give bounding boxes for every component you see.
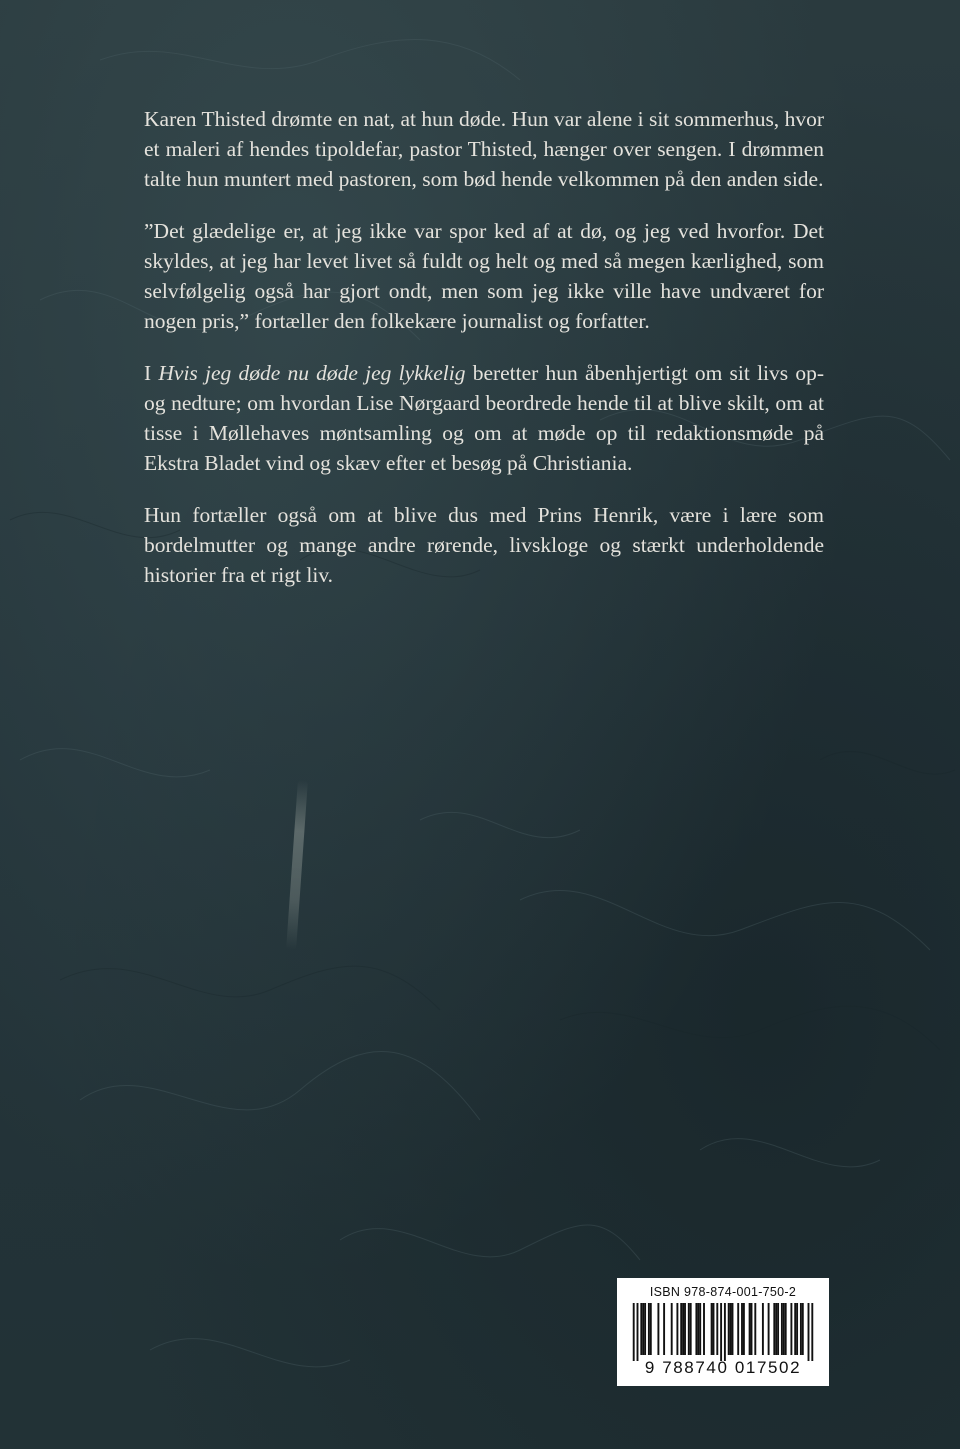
paragraph-3-rest: beretter hun åbenhjertigt om sit livs op- og nedture; om hvordan Lise Nørgaard beordrede hende til at blive skilt, om at tisse i Møllehaves møntsamling og om at møde op til redaktionsmøde på Ekstra Bladet vind og skæv efter et besøg på Christiania.: [144, 361, 825, 475]
barcode-bar: [720, 1303, 722, 1361]
barcode-bar: [794, 1303, 796, 1355]
barcode-bar: [730, 1303, 732, 1355]
blurb-paragraph-2: ”Det glædelige er, at jeg ikke var spor ked af at dø, og jeg ved hvorfor. Det skyldes, at jeg har levet livet så fuldt og helt og med så megen kærlighed, som selvfølgelig også har gjort ondt, men som jeg ikke ville have undværet for nogen pris,” fortæller den folkekære journalist og forfatter.: [144, 219, 824, 333]
barcode-bar: [682, 1303, 684, 1355]
barcode-bar: [741, 1303, 743, 1355]
barcode-bar: [724, 1303, 726, 1361]
barcode-bar: [684, 1303, 686, 1355]
barcode-bar: [768, 1303, 770, 1355]
barcode-bar: [754, 1303, 756, 1355]
barcode-bar: [711, 1303, 713, 1355]
paragraph-3-lead: I: [144, 361, 159, 385]
barcode-bar: [808, 1303, 810, 1361]
barcode-bar: [783, 1303, 785, 1355]
barcode-bar: [773, 1303, 775, 1355]
barcode-bar: [650, 1303, 652, 1355]
barcode-bar: [728, 1303, 730, 1355]
isbn-text: ISBN 978-874-001-750-2: [649, 1285, 797, 1299]
barcode-bar: [800, 1303, 802, 1355]
barcode-bar: [781, 1303, 783, 1355]
barcode-bar: [802, 1303, 804, 1355]
blurb-paragraph-1: Karen Thisted drømte en nat, at hun døde. Hun var alene i sit sommerhus, hvor et maleri af hendes tipoldefar, pastor Thisted, hænger over sengen. I drømmen talte hun muntert med pastoren, som bød hende velkommen på den anden side.: [144, 107, 824, 191]
barcode-bar: [695, 1303, 697, 1355]
blurb-paragraph-4: Hun fortæller også om at blive dus med Prins Henrik, være i lære som bordelmutter og mange andre rørende, livskloge og stærkt underholdende historier fra et rigt liv.: [144, 503, 824, 587]
barcode-bar: [642, 1303, 644, 1355]
barcode-bar: [775, 1303, 777, 1355]
barcode-bar: [796, 1303, 798, 1355]
barcode-bar: [671, 1303, 673, 1355]
barcode-bar: [743, 1303, 745, 1355]
barcode-bar: [762, 1303, 764, 1355]
barcode-bar: [732, 1303, 734, 1355]
barcode-bar: [688, 1303, 690, 1355]
barcode-bar: [637, 1303, 639, 1361]
barcode-bar: [648, 1303, 650, 1355]
barcode-bar: [680, 1303, 682, 1355]
blurb-text: [144, 104, 824, 612]
ean-digits: 9 788740 017502: [644, 1358, 802, 1377]
barcode-bar: [644, 1303, 646, 1355]
barcode-bar: [790, 1303, 792, 1355]
barcode-bar: [713, 1303, 715, 1355]
barcode-bar: [690, 1303, 692, 1355]
blurb-paragraph-3: [144, 358, 824, 478]
ean-barcode: [628, 1303, 818, 1361]
barcode-bar: [699, 1303, 701, 1355]
barcode-bar: [703, 1303, 705, 1355]
book-title-italic: Hvis jeg døde nu døde jeg lykkelig: [158, 361, 466, 385]
barcode-bar: [633, 1303, 635, 1361]
barcode-bar: [663, 1303, 665, 1355]
barcode-bar: [697, 1303, 699, 1355]
barcode-bar: [751, 1303, 753, 1355]
barcode-bar: [777, 1303, 779, 1355]
barcode-bar: [640, 1303, 642, 1355]
barcode-bar: [657, 1303, 659, 1355]
barcode-bar: [749, 1303, 751, 1355]
barcode-label: [617, 1278, 829, 1386]
barcode-bar: [676, 1303, 678, 1355]
barcode-bar: [716, 1303, 718, 1355]
barcode-bar: [811, 1303, 813, 1361]
barcode-bar: [785, 1303, 787, 1355]
barcode-bar: [737, 1303, 739, 1355]
